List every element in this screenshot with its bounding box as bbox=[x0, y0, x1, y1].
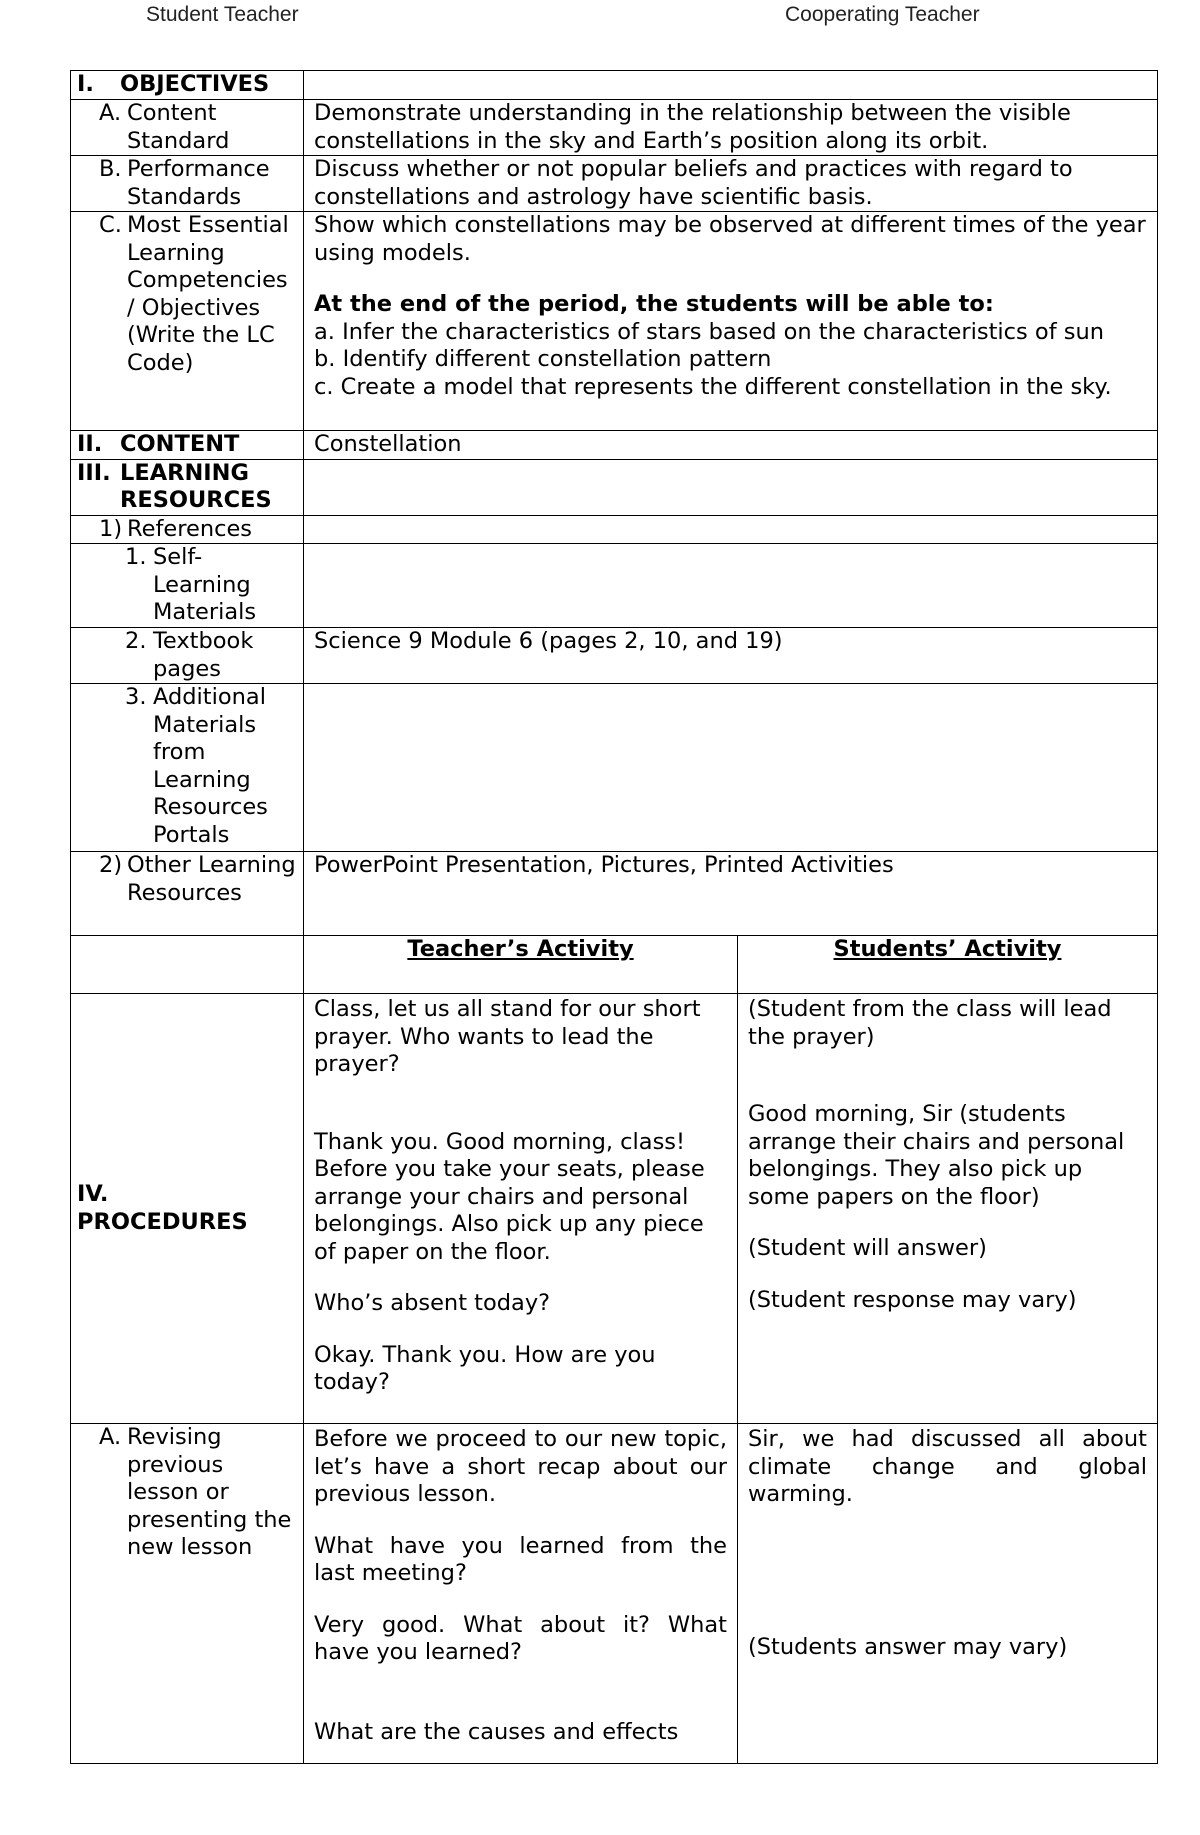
procedures-students-activity bbox=[738, 994, 1158, 1424]
other-resources-label: 2) Other Learning Resources bbox=[71, 852, 304, 936]
objectives-intro: At the end of the period, the students will be able to: bbox=[314, 291, 994, 317]
learning-resources-heading: III. LEARNING RESOURCES bbox=[71, 459, 304, 515]
cooperating-teacher-label: Cooperating Teacher bbox=[785, 3, 980, 26]
student-line: Good morning, Sir (students arrange their chairs and personal belongings. They also pick up some papers on the floor) bbox=[748, 1101, 1125, 1210]
performance-standards-text: Discuss whether or not popular beliefs and practices with regard to constellations and astrology have scientific basis. bbox=[304, 156, 1158, 212]
teacher-activity-heading: Teacher’s Activity bbox=[304, 936, 738, 994]
student-line: (Student from the class will lead the prayer) bbox=[748, 996, 1112, 1050]
procedures-row bbox=[71, 994, 1158, 1424]
other-resources-row bbox=[71, 852, 1158, 936]
student-teacher-label: Student Teacher bbox=[146, 3, 299, 26]
teacher-line: Okay. Thank you. How are you today? bbox=[314, 1341, 656, 1395]
teacher-line: Very good. What about it? What have you learned? bbox=[314, 1611, 727, 1665]
lesson-plan-table bbox=[70, 70, 1158, 1764]
performance-standards-row bbox=[71, 156, 1158, 212]
objective-item: c. Create a model that represents the different constellation in the sky. bbox=[314, 373, 1112, 400]
teacher-line: Thank you. Good morning, class! Before you take your seats, please arrange your chairs and personal belongings. Also pick up any piece of paper on the floor. bbox=[314, 1128, 705, 1265]
additional-materials-row bbox=[71, 684, 1158, 852]
revising-row bbox=[71, 1424, 1158, 1764]
activity-header-row bbox=[71, 936, 1158, 994]
additional-materials-value bbox=[304, 684, 1158, 852]
self-learning-row bbox=[71, 544, 1158, 628]
textbook-row bbox=[71, 628, 1158, 684]
other-resources-value: PowerPoint Presentation, Pictures, Printed Activities bbox=[304, 852, 1158, 936]
objective-item: b. Identify different constellation pattern bbox=[314, 346, 772, 372]
competencies-label: C. Most Essential Learning Competencies / Objectives (Write the LC Code) bbox=[71, 212, 304, 431]
student-line: (Students answer may vary) bbox=[748, 1633, 1068, 1660]
teacher-line: Before we proceed to our new topic, let’s have a short recap about our previous lesson. bbox=[314, 1426, 727, 1507]
textbook-value: Science 9 Module 6 (pages 2, 10, and 19) bbox=[304, 628, 1158, 684]
student-line: (Student response may vary) bbox=[748, 1286, 1077, 1313]
content-standard-row bbox=[71, 100, 1158, 156]
teacher-line: What have you learned from the last meeting? bbox=[314, 1532, 727, 1586]
objective-item: a. Infer the characteristics of stars based on the characteristics of sun bbox=[314, 318, 1105, 345]
self-learning-label: 1. Self-Learning Materials bbox=[71, 544, 304, 628]
content-standard-label: A. Content Standard bbox=[71, 100, 304, 156]
student-line: Sir, we had discussed all about climate change and global warming. bbox=[748, 1426, 1147, 1507]
competencies-text: Show which constellations may be observed at different times of the year using models. At the end of the period, the students will be able to: a. Infer the characteristics of stars based on the characteristics of sun b. Identify different constellation pattern c. Create a model that represents the different constellation in the sky. bbox=[304, 212, 1158, 431]
revising-students-activity bbox=[738, 1424, 1158, 1764]
student-line: (Student will answer) bbox=[748, 1235, 987, 1261]
objectives-row bbox=[71, 71, 1158, 100]
learning-resources-row bbox=[71, 459, 1158, 515]
objectives-heading: I. OBJECTIVES bbox=[71, 71, 304, 100]
procedures-teacher-activity bbox=[304, 994, 738, 1424]
revising-label: A. Revising previous lesson or presenting the new lesson bbox=[71, 1424, 304, 1764]
teacher-line: What are the causes and effects bbox=[314, 1718, 679, 1745]
competencies-row bbox=[71, 212, 1158, 431]
procedures-heading: IV. PROCEDURES bbox=[71, 994, 304, 1424]
revising-teacher-activity bbox=[304, 1424, 738, 1764]
content-heading: II. CONTENT bbox=[71, 431, 304, 460]
references-row bbox=[71, 515, 1158, 544]
students-activity-heading: Students’ Activity bbox=[738, 936, 1158, 994]
textbook-label: 2. Textbook pages bbox=[71, 628, 304, 684]
content-row bbox=[71, 431, 1158, 460]
content-standard-text: Demonstrate understanding in the relationship between the visible constellations in the sky and Earth’s position along its orbit. bbox=[304, 100, 1158, 156]
content-value: Constellation bbox=[304, 431, 1158, 460]
additional-materials-label: 3. Additional Materials from Learning Resources Portals bbox=[71, 684, 304, 852]
teacher-line: Class, let us all stand for our short prayer. Who wants to lead the prayer? bbox=[314, 996, 701, 1077]
references-label: 1) References bbox=[71, 515, 304, 544]
teacher-line: Who’s absent today? bbox=[314, 1290, 551, 1316]
performance-standards-label: B. Performance Standards bbox=[71, 156, 304, 212]
self-learning-value bbox=[304, 544, 1158, 628]
